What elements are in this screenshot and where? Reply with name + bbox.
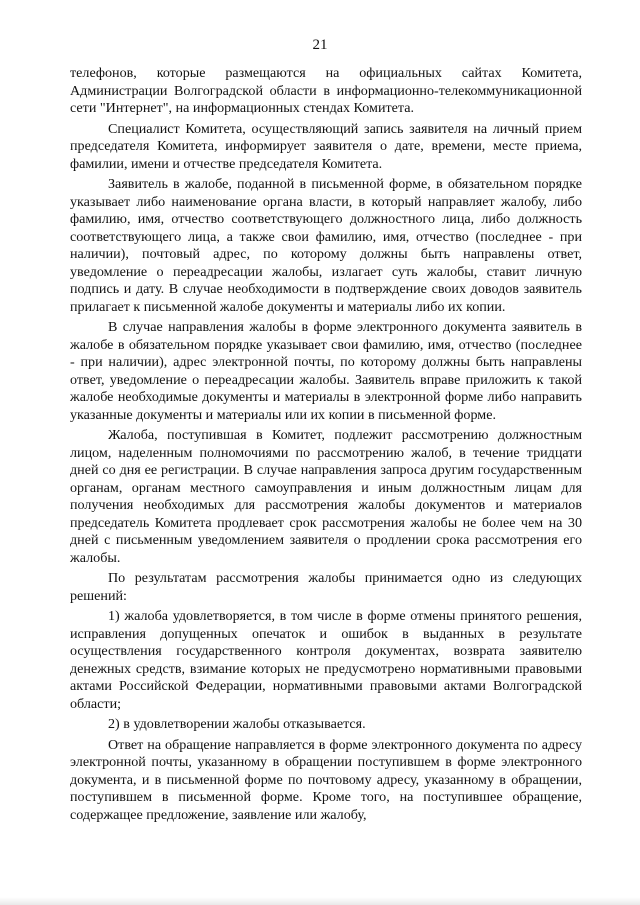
paragraph-6: По результатам рассмотрения жалобы принимается одно из следующих решений: (70, 570, 582, 604)
paragraph-7: Ответ на обращение направляется в форме электронного документа по адресу электронной почты, указанному в обращении поступившем в форме электронного документа, и в письменной форме по почтовому адресу, указанному в обращении, поступившем в письменной форме. Кроме того, на поступившее обращение, содержащее предложение, заявление или жалобу, (70, 736, 582, 823)
paragraph-3: Заявитель в жалобе, поданной в письменной форме, в обязательном порядке указывает либо наименование органа власти, в который направляет жалобу, либо фамилию, имя, отчество соответствующего должностного лица, либо должность соответствующего лица, а также свои фамилию, имя, отчество (последнее - при наличии), почтовый адрес, по которому должны быть направлены ответ, уведомление о переадресации жалобы, излагает суть жалобы, ставит личную подпись и дату. В случае необходимости в подтверждение своих доводов заявитель прилагает к письменной жалобе документы и материалы либо их копии. (70, 176, 582, 315)
page-body (70, 65, 582, 827)
list-item-1: 1) жалоба удовлетворяется, в том числе в форме отмены принятого решения, исправления допущенных опечаток и ошибок в выданных в результате осуществления государственного контроля документах, возврата заявителю денежных средств, взимание которых не предусмотрено нормативными правовыми актами Российской Федерации, нормативными правовыми актами Волгоградской области; (70, 608, 582, 712)
paragraph-2: Специалист Комитета, осуществляющий запись заявителя на личный прием председателя Комитета, информирует заявителя о дате, времени, месте приема, фамилии, имени и отчестве председателя Комитета. (70, 120, 582, 172)
paragraph-4: В случае направления жалобы в форме электронного документа заявитель в жалобе в обязательном порядке указывает свои фамилию, имя, отчество (последнее - при наличии), адрес электронной почты, по которому должны быть направлены ответ, уведомление о переадресации жалобы. Заявитель вправе приложить к такой жалобе необходимые документы и материалы в электронной форме либо направить указанные документы и материалы или их копии в письменной форме. (70, 319, 582, 423)
paragraph-1: телефонов, которые размещаются на официальных сайтах Комитета, Администрации Волгоградской области в информационно-телекоммуникационной сети "Интернет", на информационных стендах Комитета. (70, 65, 582, 116)
page-number: 21 (312, 37, 328, 53)
paragraph-5: Жалоба, поступившая в Комитет, подлежит рассмотрению должностным лицом, наделенным полномочиями по рассмотрению жалоб, в течение тридцати дней со дня ее регистрации. В случае направления запроса другим государственным органам, органам местного самоуправления и иным должностным лицам для получения необходимых для рассмотрения жалобы документов и материалов председатель Комитета продлевает срок рассмотрения жалобы не более чем на 30 дней с письменным уведомлением заявителя о продлении срока рассмотрения его жалобы. (70, 427, 582, 566)
scan-edge-shadow (0, 897, 640, 905)
list-item-2: 2) в удовлетворении жалобы отказывается. (108, 716, 366, 732)
